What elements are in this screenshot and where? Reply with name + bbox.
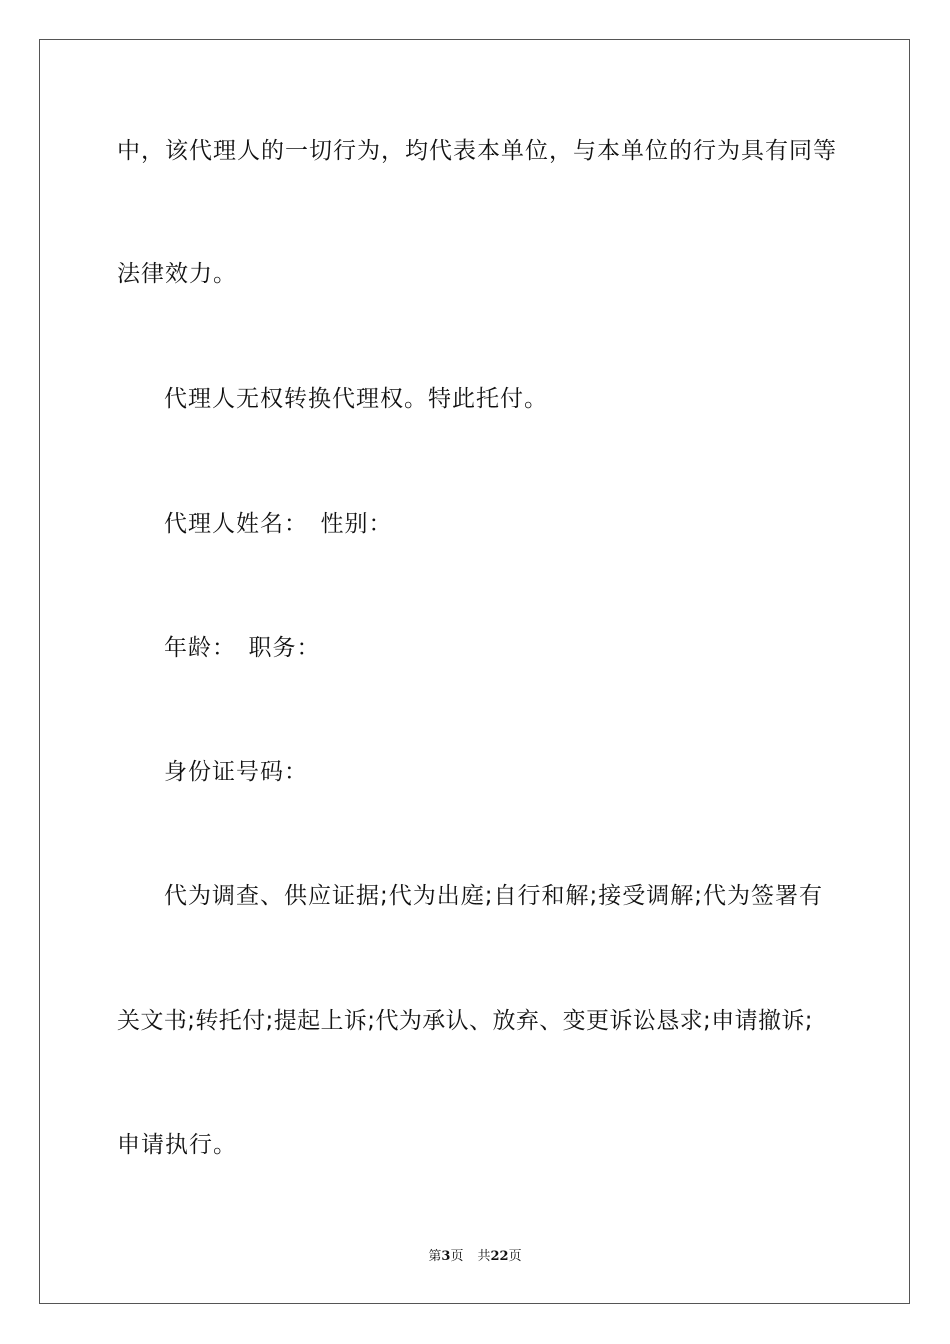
footer-page-number: 3 <box>441 1249 451 1264</box>
page-footer <box>0 1249 950 1265</box>
footer-total-prefix: 共 <box>477 1249 491 1264</box>
paragraph-line-9: 申请执行。 <box>117 1132 237 1158</box>
agent-name-gender-line: 代理人姓名： 性别： <box>164 511 393 537</box>
paragraph-line-2: 法律效力。 <box>117 261 237 287</box>
id-number-line: 身份证号码： <box>164 759 308 785</box>
paragraph-line-7: 代为调查、供应证据;代为出庭;自行和解;接受调解;代为签署有 <box>164 883 823 909</box>
paragraph-line-1: 中，该代理人的一切行为，均代表本单位，与本单位的行为具有同等 <box>117 138 837 164</box>
footer-page-suffix: 页 <box>450 1249 464 1264</box>
agent-age-position-line: 年龄： 职务： <box>164 635 321 661</box>
paragraph-line-3: 代理人无权转换代理权。特此托付。 <box>164 386 548 412</box>
footer-total-suffix: 页 <box>508 1249 522 1264</box>
footer-total-pages: 22 <box>490 1249 509 1264</box>
footer-page-prefix: 第 <box>428 1249 442 1264</box>
page-border <box>39 39 910 1304</box>
paragraph-line-8: 关文书;转托付;提起上诉;代为承认、放弃、变更诉讼恳求;申请撤诉; <box>117 1008 813 1034</box>
